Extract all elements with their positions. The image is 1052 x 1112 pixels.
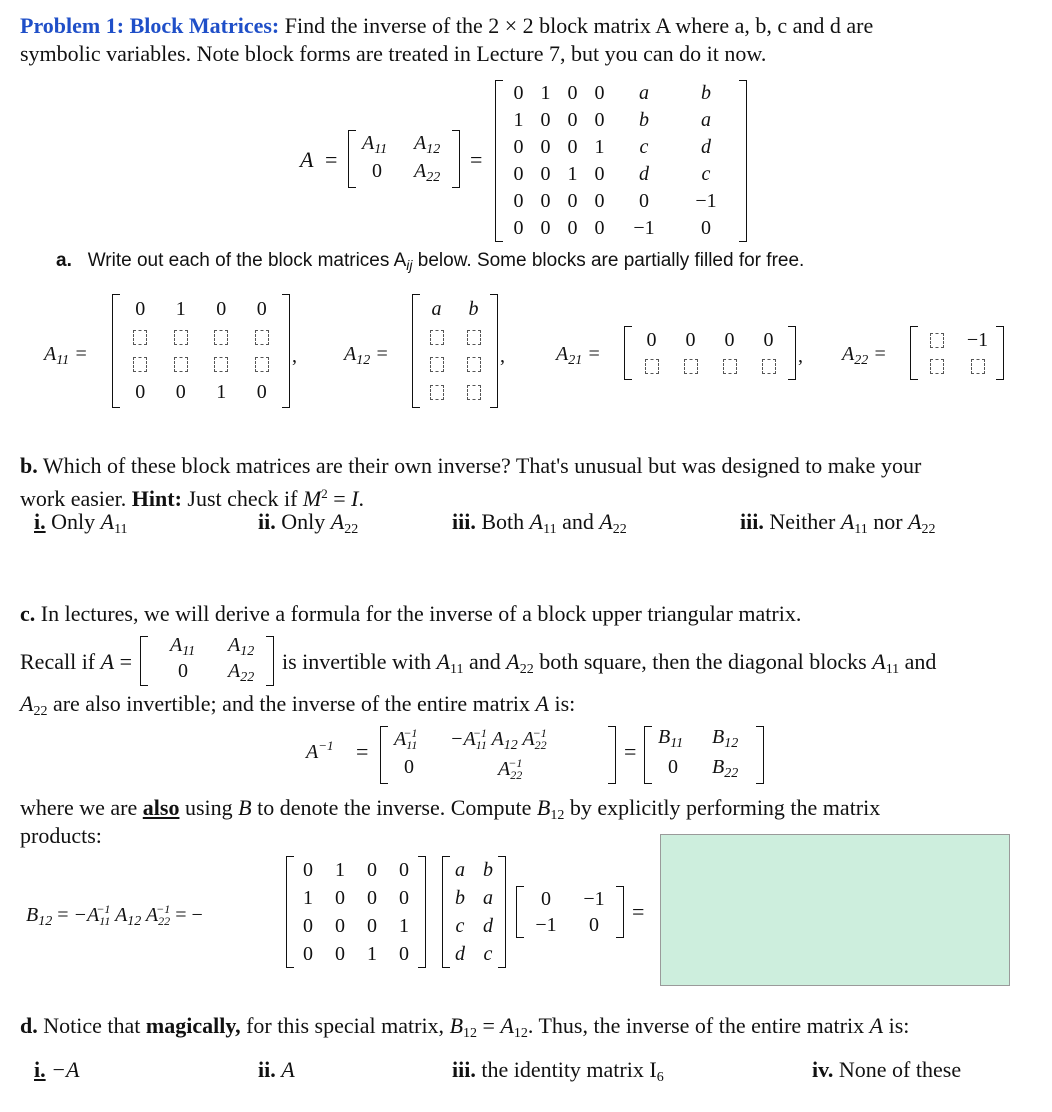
- part-c-recall-rest: is invertible with $A_{11}$ and $A_{22}$ both square, then the diagonal blocks $A_{11}$ and: [282, 649, 937, 677]
- matrix-cell: 1: [594, 136, 605, 158]
- matrix-cell: 0: [399, 942, 409, 965]
- part-b-line2: work easier. Hint: Just check if $M^2 = I$.: [20, 486, 364, 511]
- matrix-cell: 0: [763, 328, 774, 351]
- matrix-cell: 1: [216, 380, 227, 403]
- blank-entry-box[interactable]: [430, 357, 444, 372]
- B12-expression: $B_{12} = -A_{11}^{-1}$ $A_{12}$ $A_{22}^{-1}$ = −: [26, 902, 203, 929]
- part-d-option-4[interactable]: iv. None of these: [812, 1057, 962, 1082]
- matrix-cell: 0: [335, 886, 345, 909]
- matrix-cell[interactable]: [710, 353, 749, 379]
- matrix-cell: a: [639, 82, 649, 104]
- matrix-cell: 0: [367, 858, 377, 881]
- intro-line2: symbolic variables. Note block forms are treated in Lecture 7, but you can do it now.: [20, 41, 767, 66]
- matrix-cell: c: [483, 942, 493, 965]
- part-c-where: where we are also using B to denote the inverse. Compute $B_{12}$ by explicitly performing the matrix: [20, 795, 881, 823]
- matrix-cell: 0: [135, 380, 146, 403]
- part-b-option-2[interactable]: ii. Only $A_{22}$: [258, 509, 359, 537]
- matrix-cell[interactable]: [916, 327, 957, 353]
- blank-entry-box[interactable]: [467, 385, 481, 400]
- matrix-cell: b: [468, 298, 479, 321]
- matrix-cell: a: [431, 298, 442, 321]
- matrix-cell: 0: [335, 914, 345, 937]
- matrix-cell[interactable]: [749, 353, 788, 379]
- blank-entry-box[interactable]: [971, 359, 985, 374]
- part-b-line1: b. Which of these block matrices are their own inverse? That's unusual but was designed to make your: [20, 453, 922, 478]
- matrix-cell: c: [639, 136, 649, 158]
- matrix-cell: 0: [256, 298, 267, 321]
- intro-line1: Find the inverse of the 2 × 2 block matrix A where a, b, c and d are: [284, 13, 874, 38]
- abcd-matrix: [442, 856, 506, 968]
- matrix-cell: 0: [399, 858, 409, 881]
- matrix-cell: 0: [589, 913, 599, 936]
- matrix-cell: c: [455, 914, 465, 937]
- matrix-cell: 0: [513, 82, 524, 104]
- matrix-cell: −1: [535, 913, 557, 936]
- matrix-cell: a: [701, 109, 711, 131]
- blank-entry-box[interactable]: [255, 330, 269, 345]
- matrix-cell: 0: [685, 328, 696, 351]
- matrix-A-full: [495, 80, 747, 242]
- matrix-cell: 0: [540, 136, 551, 158]
- matrix-cell: b: [701, 82, 711, 104]
- matrix-cell: 1: [540, 82, 551, 104]
- matrix-cell: 0: [541, 887, 551, 910]
- matrix-cell: 0: [513, 163, 524, 185]
- matrix-A22: [910, 326, 1004, 380]
- matrix-cell[interactable]: [161, 324, 202, 352]
- matrix-cell: a: [483, 886, 493, 909]
- blank-entry-box[interactable]: [174, 330, 188, 345]
- matrix-cell: 0: [594, 163, 605, 185]
- permutation-matrix: [286, 856, 426, 968]
- matrix-cell: −1: [633, 217, 655, 239]
- blank-entry-box[interactable]: [214, 330, 228, 345]
- matrix-cell: a: [455, 858, 465, 881]
- matrix-cell: 0: [540, 163, 551, 185]
- matrix-cell: 0: [303, 942, 313, 965]
- blank-entry-box[interactable]: [684, 359, 698, 374]
- matrix-cell: 0: [567, 136, 578, 158]
- matrix-cell: −1: [966, 328, 989, 351]
- matrix-cell: 0: [175, 380, 186, 403]
- matrix-cell: 0: [399, 886, 409, 909]
- part-d-line1: d. Notice that magically, for this special matrix, $B_{12} = A_{12}$. Thus, the inverse of the entire matrix A is:: [20, 1013, 910, 1041]
- matrix-cell: 0: [335, 942, 345, 965]
- matrix-cell: 1: [399, 914, 409, 937]
- matrix-cell: −1: [583, 887, 605, 910]
- part-b-option-3[interactable]: iii. Both $A_{11}$ and $A_{22}$: [452, 509, 627, 537]
- matrix-cell[interactable]: [957, 353, 998, 379]
- matrix-cell: 0: [724, 328, 735, 351]
- matrix-A11: [112, 294, 290, 408]
- matrix-cell[interactable]: [632, 353, 671, 379]
- blank-entry-box[interactable]: [133, 330, 147, 345]
- matrix-cell: 1: [335, 858, 345, 881]
- matrix-cell: 1: [367, 942, 377, 965]
- part-d-option-1[interactable]: i. −A: [34, 1057, 80, 1082]
- matrix-cell: 1: [303, 886, 313, 909]
- matrix-cell[interactable]: [916, 353, 957, 379]
- matrix-cell: 0: [513, 136, 524, 158]
- matrix-cell[interactable]: [671, 353, 710, 379]
- matrix-cell[interactable]: [455, 351, 492, 379]
- matrix-cell: 0: [701, 217, 711, 239]
- matrix-cell[interactable]: [455, 324, 492, 352]
- matrix-cell: 0: [303, 914, 313, 937]
- matrix-cell: d: [455, 942, 465, 965]
- part-c-line1: c. In lectures, we will derive a formula for the inverse of a block upper triangular matrix.: [20, 601, 802, 626]
- matrix-cell: 0: [639, 190, 649, 212]
- matrix-cell[interactable]: [242, 351, 283, 379]
- matrix-cell: 0: [540, 109, 551, 131]
- matrix-cell: −1: [695, 190, 717, 212]
- matrix-cell: c: [701, 163, 711, 185]
- blank-entry-box[interactable]: [723, 359, 737, 374]
- matrix-cell[interactable]: [418, 379, 455, 407]
- matrix-cell: 0: [513, 190, 524, 212]
- blank-entry-box[interactable]: [214, 357, 228, 372]
- matrix-cell[interactable]: [120, 351, 161, 379]
- matrix-cell: d: [639, 163, 649, 185]
- matrix-cell: 0: [367, 886, 377, 909]
- blank-entry-box[interactable]: [762, 359, 776, 374]
- matrix-cell: 1: [513, 109, 524, 131]
- matrix-cell: 0: [646, 328, 657, 351]
- matrix-cell[interactable]: [201, 351, 242, 379]
- blank-entry-box[interactable]: [930, 333, 944, 348]
- blank-entry-box[interactable]: [467, 357, 481, 372]
- matrix-cell[interactable]: [120, 324, 161, 352]
- matrix-cell: 0: [513, 217, 524, 239]
- matrix-cell: 0: [256, 380, 267, 403]
- matrix-cell: 0: [367, 914, 377, 937]
- label-A: A: [300, 147, 314, 172]
- matrix-cell: 0: [594, 82, 605, 104]
- answer-box-B12[interactable]: [660, 834, 1010, 986]
- matrix-cell: 0: [567, 190, 578, 212]
- matrix-A21: [624, 326, 796, 380]
- matrix-cell: 0: [594, 217, 605, 239]
- blank-entry-box[interactable]: [645, 359, 659, 374]
- matrix-cell[interactable]: [455, 379, 492, 407]
- part-b-option-1[interactable]: i. Only $A_{11}$: [34, 509, 128, 537]
- matrix-cell: 0: [216, 298, 227, 321]
- matrix-cell[interactable]: [418, 324, 455, 352]
- matrix-cell: 1: [567, 163, 578, 185]
- matrix-cell: 0: [567, 82, 578, 104]
- matrix-cell: b: [639, 109, 649, 131]
- matrix-cell: 0: [540, 217, 551, 239]
- part-a-prompt: a. Write out each of the block matrices $A_{ij}$ below. Some blocks are partially filled for free.: [56, 250, 805, 273]
- part-c-recall: Recall if A =: [20, 649, 133, 674]
- matrix-cell: d: [701, 136, 711, 158]
- part-c-products: products:: [20, 823, 102, 848]
- part-d-option-2[interactable]: ii. A: [258, 1057, 295, 1082]
- matrix-cell: 0: [567, 217, 578, 239]
- matrix-cell: 0: [135, 298, 146, 321]
- blank-entry-box[interactable]: [467, 330, 481, 345]
- blank-entry-box[interactable]: [174, 357, 188, 372]
- blank-entry-box[interactable]: [430, 330, 444, 345]
- matrix-cell: 0: [594, 109, 605, 131]
- problem-heading: Problem 1: Block Matrices:: [20, 13, 280, 38]
- blank-entry-box[interactable]: [133, 357, 147, 372]
- matrix-cell: 0: [303, 858, 313, 881]
- matrix-cell: b: [455, 886, 465, 909]
- matrix-cell[interactable]: [242, 324, 283, 352]
- matrix-cell: b: [483, 858, 493, 881]
- block-form-A: $A_{11}$ $A_{12}$ 0 $A_{22}$: [348, 130, 460, 188]
- matrix-A12: [412, 294, 498, 408]
- part-b-option-4[interactable]: iii. Neither $A_{11}$ nor $A_{22}$: [740, 509, 936, 537]
- matrix-cell[interactable]: [201, 324, 242, 352]
- matrix-cell: 1: [175, 298, 186, 321]
- blank-entry-box[interactable]: [255, 357, 269, 372]
- matrix-cell: d: [483, 914, 493, 937]
- part-d-option-3[interactable]: iii. the identity matrix $I_6$: [452, 1057, 664, 1085]
- matrix-cell[interactable]: [161, 351, 202, 379]
- blank-entry-box[interactable]: [930, 359, 944, 374]
- blank-entry-box[interactable]: [430, 385, 444, 400]
- matrix-cell[interactable]: [418, 351, 455, 379]
- problem-intro: [20, 12, 1040, 40]
- small-matrix: [516, 886, 624, 938]
- recall-block-matrix: $A_{11}$ $A_{12}$ 0 $A_{22}$: [140, 636, 274, 686]
- matrix-cell: 0: [567, 109, 578, 131]
- B-block-matrix: $B_{11}$ $B_{12}$ 0 $B_{22}$: [644, 726, 764, 784]
- matrix-cell: 0: [594, 190, 605, 212]
- equals-sign: =: [325, 147, 338, 172]
- inverse-formula-matrix: $A_{11}^{-1}$ $-A_{11}^{-1}$ $A_{12}$ $A_{22}^{-1}$ 0 $A_{22}^{-1}$: [380, 726, 616, 784]
- matrix-cell: 0: [540, 190, 551, 212]
- part-c-line3: $A_{22}$ are also invertible; and the inverse of the entire matrix A is:: [20, 691, 576, 719]
